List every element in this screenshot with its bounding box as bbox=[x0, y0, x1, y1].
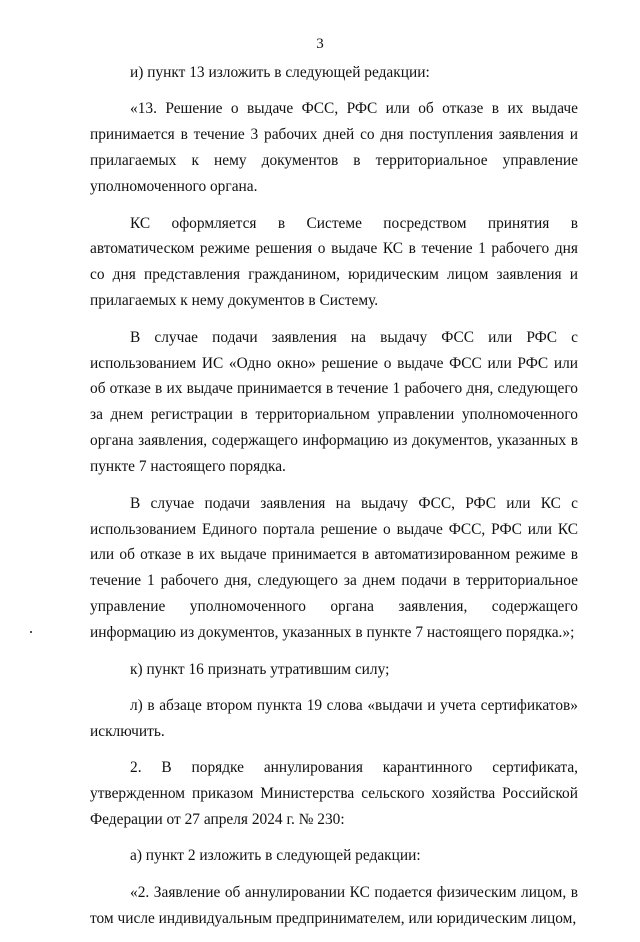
paragraph-item-k: к) пункт 16 признать утратившим силу; bbox=[130, 660, 390, 678]
paragraph-item-a: а) пункт 2 изложить в следующей редакции: bbox=[130, 847, 421, 865]
paragraph-item-l: л) в абзаце втором пункта 19 слова «выдачи и учета сертификатов» исключить. bbox=[90, 696, 578, 740]
paragraph-point-2: «2. Заявление об аннулировании КС подается физическим лицом, в том числе индивидуальным предпринимателем, или юридическим лицом, bbox=[90, 883, 578, 927]
paragraph-item-i: и) пункт 13 изложить в следующей редакции: bbox=[130, 64, 430, 81]
document-body bbox=[90, 60, 578, 942]
paragraph-ks-system: КС оформляется в Системе посредством принятия в автоматическом режиме решения о выдаче КС в течение 1 рабочего дня со дня представления гражданином, юридическим лицом заявления и прилагаемых к нему документов в Систему. bbox=[90, 214, 578, 310]
paragraph-one-window: В случае подачи заявления на выдачу ФСС или РФС с использованием ИС «Одно окно» решение о выдаче ФСС или РФС или об отказе в их выдаче принимается в течение 1 рабочего дня, следующего за днем регистрации в территориальном управлении уполномоченного органа заявления, содержащего информацию из документов, указанных в пункте 7 настоящего порядка. bbox=[90, 328, 578, 476]
paragraph-point-13: «13. Решение о выдаче ФСС, РФС или об отказе в их выдаче принимается в течение 3 рабочих дней со дня поступления заявления и прилагаемых к нему документов в территориальное управление уполномоченного органа. bbox=[90, 100, 578, 196]
scan-speck bbox=[30, 631, 32, 633]
page-number: 3 bbox=[316, 36, 324, 52]
paragraph-unified-portal: В случае подачи заявления на выдачу ФСС, РФС или КС с использованием Единого портала решение о выдаче ФСС, РФС или КС или об отказе в их выдаче принимается в автоматизированном режиме в течение 1 рабочего дня, следующего за днем подачи в территориальное управление уполномоченного органа заявления, содержащего информацию из документов, указанных в пункте 7 настоящего порядка.»; bbox=[90, 494, 578, 642]
paragraph-section-2: 2. В порядке аннулирования карантинного сертификата, утвержденном приказом Министерства сельского хозяйства Российской Федерации от 27 апреля 2024 г. № 230: bbox=[90, 759, 578, 829]
